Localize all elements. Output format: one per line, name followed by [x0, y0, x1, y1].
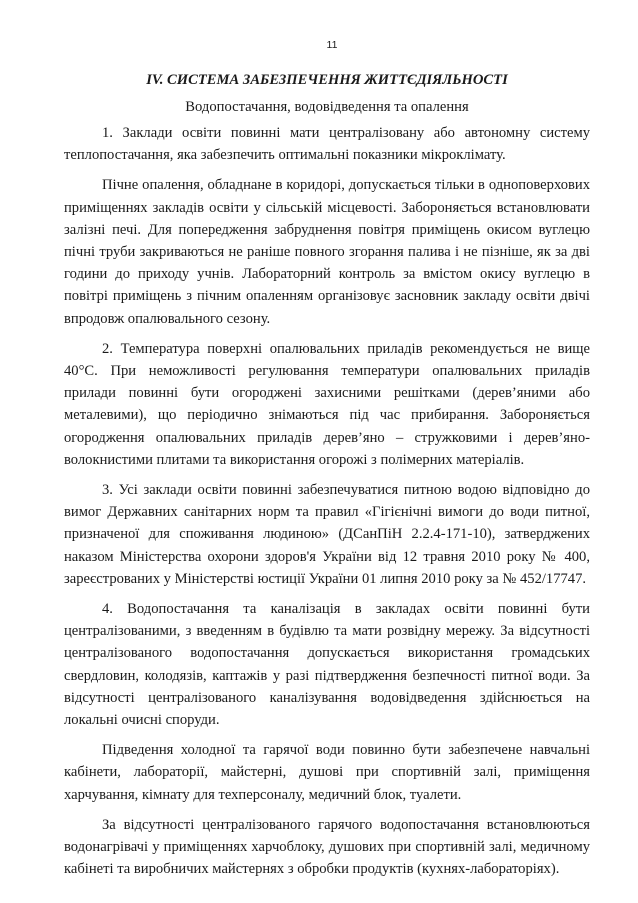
paragraph-water-connections: Підведення холодної та гарячої води повинно бути забезпечене навчальні кабінети, лабораторії, майстерні, душові при спортивній залі, приміщення харчування, кімнату для техперсоналу, медичний блок, туалети. [64, 742, 590, 803]
section-title: IV. СИСТЕМА ЗАБЕЗПЕЧЕННЯ ЖИТТЄДІЯЛЬНОСТІ [146, 72, 508, 88]
paragraph-water-heaters: За відсутності централізованого гарячого водопостачання встановлюються водонагрівачі у приміщеннях харчоблоку, душових при спортивній залі, медичному кабінеті та виробничих майстернях з обробки продуктів (кухнях-лабораторіях). [64, 816, 590, 878]
section-subtitle: Водопостачання, водовідведення та опалення [185, 99, 469, 115]
page-number: 11 [326, 39, 338, 51]
paragraph-stove-heating: Пічне опалення, обладнане в коридорі, допускається тільки в одноповерхових приміщеннях закладів освіти у сільській місцевості. Забороняється встановлювати залізні печі. Для попередження забруднення повітря приміщень окисом вуглецю пічні труби закриваються не раніше повного згорання палива і не пізніше, як за дві години до приходу учнів. Лабораторний контроль за вмістом окису вуглецю в повітрі приміщень з пічним опаленням організовує засновник закладу освіти двічі впродовж опалювального сезону. [64, 177, 590, 327]
paragraph-water-supply-sewerage: 4. Водопостачання та каналізація в закладах освіти повинні бути централізованими, з введенням в будівлю та мати розвідну мережу. За відсутності централізованого водопостачання допускається використання громадських свердловин, колодязів, каптажів у разі підтвердження безпечності питної води. За відсутності централізованого каналізування водовідведення здійснюється на локальні очисні споруди. [64, 601, 590, 729]
paragraph-heating-systems: 1. Заклади освіти повинні мати централізовану або автономну систему теплопостачання, яка забезпечить оптимальні показники мікроклімату. [64, 125, 590, 164]
paragraph-drinking-water: 3. Усі заклади освіти повинні забезпечуватися питною водою відповідно до вимог Державних санітарних норм та правил «Гігієнічні вимоги до води питної, призначеної для споживання людиною» (ДСанПіН 2.2.4-171-10), затверджених наказом Міністерства охорони здоров'я України від 12 травня 2010 року № 400, зареєстрованих у Міністерстві юстиції України 01 липня 2010 року за № 452/17747. [64, 482, 590, 587]
paragraph-heater-temperature: 2. Температура поверхні опалювальних приладів рекомендується не вище 40°С. При неможливості регулювання температури опалювальних приладів прилади повинні бути огороджені захисними решітками (дерев’яними або металевими), що періодично знімаються під час прибирання. Забороняється огородження опалювальних приладів дерев’яно – стружковими і дерев’яно-волокнистими плитами та використання огорожі з полімерних матеріалів. [64, 340, 590, 468]
